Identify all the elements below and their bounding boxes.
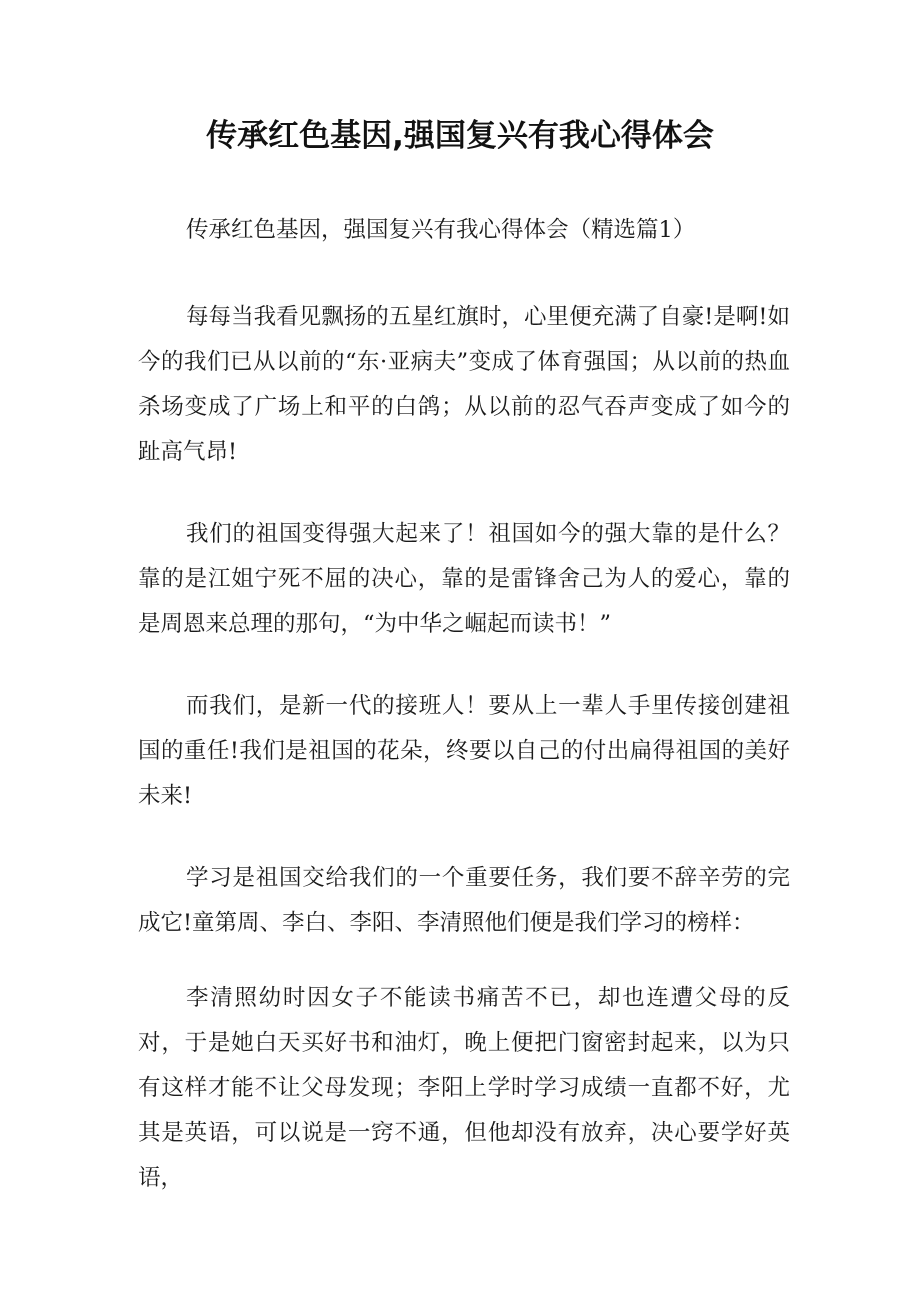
paragraph-2: 我们的祖国变得强大起来了！祖国如今的强大靠的是什么？靠的是江姐宁死不屈的决心，靠的是雷锋舍己为人的爱心，靠的是周恩来总理的那句，“为中华之崛起而读书！” xyxy=(138,521,790,637)
document-subtitle: 传承红色基因，强国复兴有我心得体会（精选篇1） xyxy=(186,217,696,243)
paragraph-5: 李清照幼时因女子不能读书痛苦不已，却也连遭父母的反对，于是她白天买好书和油灯，晚上便把门窗密封起来，以为只有这样才能不让父母发现；李阳上学时学习成绩一直都不好，尤其是英语，可以说是一窍不通，但他却没有放弃，决心要学好英语， xyxy=(138,985,790,1191)
paragraph-3: 而我们，是新一代的接班人！要从上一辈人手里传接创建祖国的重任!我们是祖国的花朵，终要以自己的付出扁得祖国的美好未来! xyxy=(138,693,790,809)
paragraph-4: 学习是祖国交给我们的一个重要任务，我们要不辞辛劳的完成它!童第周、李白、李阳、李清照他们便是我们学习的榜样： xyxy=(138,865,790,936)
document-title: 传承红色基因,强国复兴有我心得体会 xyxy=(206,118,714,154)
paragraph-1: 每每当我看见飘扬的五星红旗时，心里便充满了自豪!是啊!如今的我们已从以前的“东·亚病夫”变成了体育强国；从以前的热血杀场变成了广场上和平的白鸽；从以前的忍气吞声变成了如今的趾高气昂! xyxy=(138,304,790,465)
document-body xyxy=(138,210,790,1201)
